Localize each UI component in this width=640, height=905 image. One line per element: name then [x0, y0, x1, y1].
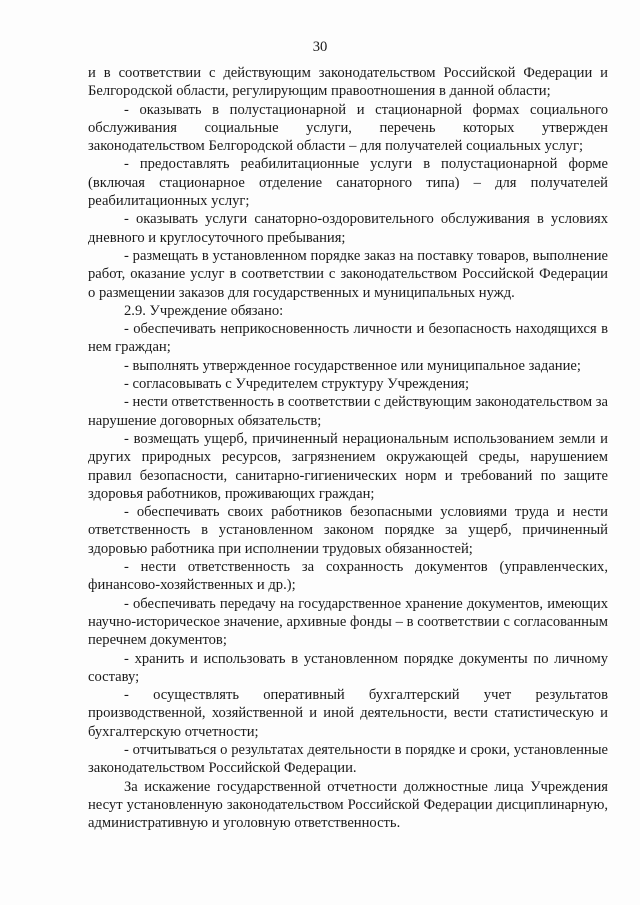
- paragraph-structure-approval: - согласовывать с Учредителем структуру Учреждения;: [124, 376, 470, 393]
- paragraph-sanatorium: - оказывать услуги санаторно-оздоровительного обслуживания в условиях дневного и круглосуточного пребывания;: [88, 211, 608, 246]
- paragraph-personnel-records: - хранить и использовать в установленном порядке документы по личному составу;: [88, 650, 608, 685]
- paragraph-rehabilitation: - предоставлять реабилитационные услуги в полустационарной форме (включая стационарное отделение санаторного типа) – для получателей реабилитационных услуг;: [88, 156, 608, 210]
- paragraph-contract-liability: - нести ответственность в соответствии с действующим законодательством за нарушение договорных обязательств;: [88, 394, 608, 429]
- section-heading-2-9: 2.9. Учреждение обязано:: [124, 302, 284, 319]
- paragraph-damage-compensation: - возмещать ущерб, причиненный нерациональным использованием земли и других природных ресурсов, загрязнением окружающей среды, нарушением правил безопасности, санитарно-гигиенических норм и требований по защите здоровья работников, проживающих граждан;: [88, 430, 608, 502]
- paragraph-state-assignment: - выполнять утвержденное государственное или муниципальное задание;: [124, 357, 581, 374]
- page-number: 30: [312, 39, 328, 55]
- paragraph-reporting: - отчитываться о результатах деятельности в порядке и сроки, установленные законодательством Российской Федерации.: [88, 741, 608, 777]
- paragraph-social-services: - оказывать в полустационарной и стационарной формах социального обслуживания социальные услуги, перечень которых утвержден законодательством Белгородской области – для получателей социальных услуг;: [88, 101, 608, 155]
- paragraph-labor-safety: - обеспечивать своих работников безопасными условиями труда и нести ответственность в установленном законом порядке за ущерб, причиненный здоровью работника при исполнении трудовых обязанностей;: [88, 504, 608, 557]
- paragraph-continuation: и в соответствии с действующим законодательством Российской Федерации и Белгородской области, регулирующим правоотношения в данной области;: [88, 65, 608, 100]
- paragraph-responsibility: За искажение государственной отчетности должностные лица Учреждения несут установленную законодательством Российской Федерации дисциплинарную, административную и уголовную ответственность.: [88, 778, 608, 832]
- paragraph-archive-transfer: - обеспечивать передачу на государственное хранение документов, имеющих научно-историческое значение, архивные фонды – в соответствии с согласованным перечнем документов;: [88, 595, 608, 649]
- paragraph-document-safekeeping: - нести ответственность за сохранность документов (управленческих, финансово-хозяйственных и др.);: [88, 559, 608, 594]
- paragraph-safety-of-citizens: - обеспечивать неприкосновенность личности и безопасность находящихся в нем граждан;: [88, 321, 608, 356]
- paragraph-procurement: - размещать в установленном порядке заказ на поставку товаров, выполнение работ, оказание услуг в соответствии с законодательством Российской Федерации о размещении заказов для государственных и муниципальных нужд.: [88, 247, 608, 301]
- body-text: [88, 64, 608, 832]
- paragraph-accounting: - осуществлять оперативный бухгалтерский учет результатов производственной, хозяйственной и иной деятельности, вести статистическую и бухгалтерскую отчетности;: [88, 687, 608, 740]
